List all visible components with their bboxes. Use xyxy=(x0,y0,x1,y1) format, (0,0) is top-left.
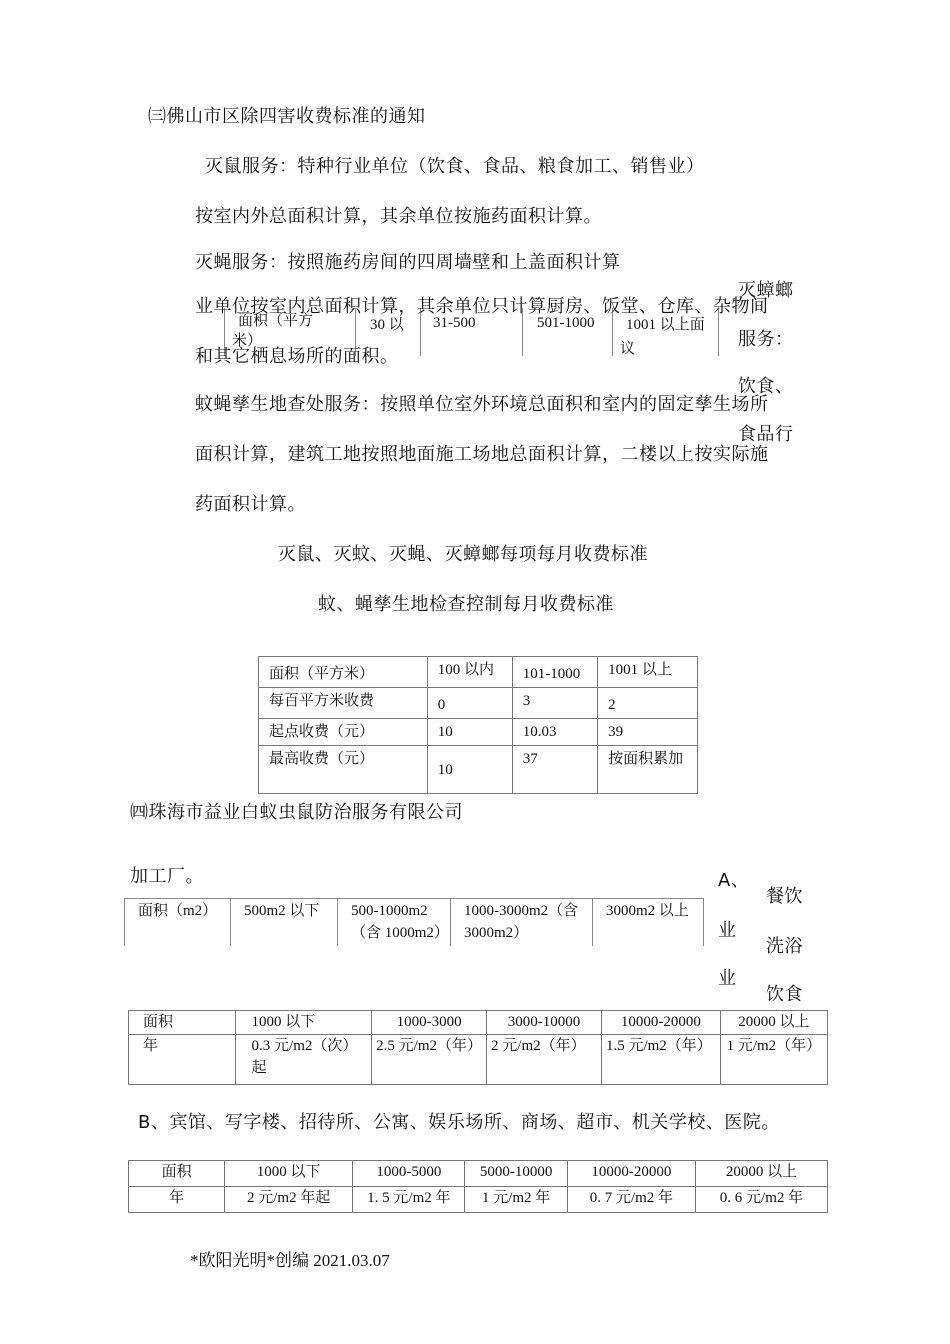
title-monthly-fee: 灭鼠、灭蚊、灭蝇、灭蟑螂每项每月收费标准 xyxy=(278,544,648,565)
table-row: 起点收费（元） 10 10.03 39 xyxy=(259,719,698,746)
side-roach-2: 服务： xyxy=(738,329,794,350)
side-a-2: 洗浴 xyxy=(766,936,803,957)
fragment-cell-1001: 1001 以上面 xyxy=(626,317,705,333)
area-header-cell: 3000m2 以上 xyxy=(606,903,689,919)
label-b: B、宾馆、写字楼、招待所、公寓、娱乐场所、商场、超市、机关学校、医院。 xyxy=(138,1112,780,1133)
side-a-3: 饮食 xyxy=(766,984,803,1005)
fragment-cell-yi: 议 xyxy=(620,341,636,357)
side-roach-1: 灭蟑螂 xyxy=(738,280,794,301)
table-b-fees xyxy=(128,1160,828,1213)
table-row: 年 2 元/m2 年起 1. 5 元/m2 年 1 元/m2 年 0. 7 元/m2 年 0. 6 元/m2 年 xyxy=(129,1187,828,1213)
fragment-cell-unit: 米） xyxy=(232,333,263,349)
area-header-cell: 面积（m2） xyxy=(138,903,218,919)
paragraph-rat-line2: 按室内外总面积计算，其余单位按施药面积计算。 xyxy=(195,206,602,227)
label-a: A、 xyxy=(718,870,750,891)
paragraph-rat-line1: 灭鼠服务：特种行业单位（饮食、食品、粮食加工、销售业） xyxy=(205,156,705,177)
fragment-cell-30: 30 以 xyxy=(370,317,404,333)
table-row: 每百平方米收费 0 3 2 xyxy=(259,688,698,719)
side-roach-3: 饮食、 xyxy=(738,376,794,397)
table-row: 面积 1000 以下 1000-3000 3000-10000 10000-20000 20000 以上 xyxy=(129,1011,828,1035)
label-a-vert-1: 业 xyxy=(718,920,737,941)
fragment-cell-501-1000: 501-1000 xyxy=(537,315,595,331)
table-row: 面积 1000 以下 1000-5000 5000-10000 10000-20000 20000 以上 xyxy=(129,1161,828,1187)
processing-text: 加工厂。 xyxy=(130,866,204,887)
fragment-cell-31-500: 31-500 xyxy=(433,315,476,331)
side-a-1: 餐饮 xyxy=(766,886,803,907)
paragraph-fly-line1: 灭蝇服务：按照施药房间的四周墙壁和上盖面积计算 xyxy=(195,252,621,273)
paragraph-breed-line1: 蚊蝇孳生地查处服务：按照单位室外环境总面积和室内的固定孳生场所 xyxy=(195,394,769,415)
side-roach-4: 食品行 xyxy=(738,424,794,445)
section3-heading: ㈢佛山市区除四害收费标准的通知 xyxy=(148,106,426,127)
area-header-cell: 1000-3000m2（含 3000m2） xyxy=(464,903,579,941)
footer-note: *欧阳光明*创编 2021.03.07 xyxy=(190,1251,390,1270)
fragment-cell-area: 面积（平方 xyxy=(238,313,314,329)
area-header-cell: 500-1000m2（含 1000m2） xyxy=(351,903,449,941)
paragraph-fly-line3: 和其它栖息场所的面积。 xyxy=(195,346,399,367)
table-row: 面积（平方米） 100 以内 101-1000 1001 以上 xyxy=(259,657,698,688)
table-row: 最高收费（元） 10 37 按面积累加 xyxy=(259,746,698,794)
title-breeding-fee: 蚊、蝇孳生地检查控制每月收费标准 xyxy=(318,594,614,615)
paragraph-fly-line2: 业单位按室内总面积计算，其余单位只计算厨房、饭堂、仓库、杂物间 xyxy=(195,296,769,317)
section4-heading: ㈣珠海市益业白蚁虫鼠防治服务有限公司 xyxy=(130,802,463,823)
foshan-fee-table xyxy=(258,656,698,794)
paragraph-breed-line2: 面积计算，建筑工地按照地面施工场地总面积计算，二楼以上按实际施 xyxy=(195,444,769,465)
table-a-fees xyxy=(128,1010,828,1085)
area-header-cell: 500m2 以下 xyxy=(244,903,320,919)
label-a-vert-2: 业 xyxy=(718,968,737,989)
paragraph-breed-line3: 药面积计算。 xyxy=(195,494,306,515)
table-row: 年 0.3 元/m2（次）起 2.5 元/m2（年） 2 元/m2（年） 1.5 元/m2（年） 1 元/m2（年） xyxy=(129,1035,828,1085)
